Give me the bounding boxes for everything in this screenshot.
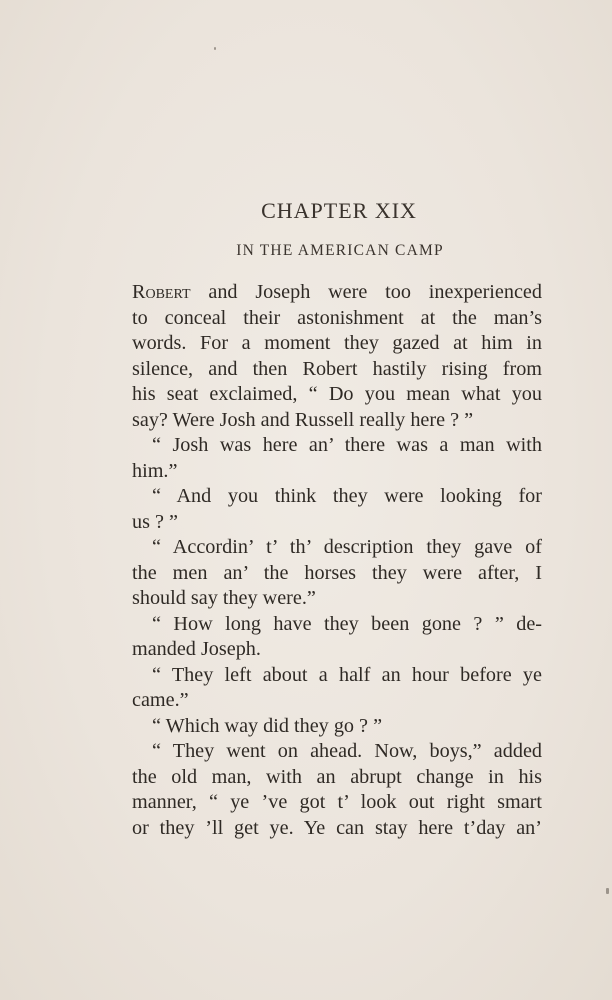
text-line: manner, “ ye ’ve got t’ look out right smart (132, 791, 542, 813)
text-line (132, 280, 542, 306)
text-line: “ They went on ahead. Now, boys,” added (152, 740, 542, 762)
text-line: “ How long have they been gone ? ” de- (152, 612, 542, 635)
text-line: “ Which way did they go ? ” (152, 714, 383, 737)
text-line: silence, and then Robert hastily rising from (132, 357, 542, 380)
text-line: to conceal their astonishment at the man’s (132, 306, 542, 329)
paper-speck (214, 47, 216, 50)
text-line: “ They left about a half an hour before ye (152, 663, 542, 686)
text-line: his seat exclaimed, “ Do you mean what you (132, 383, 542, 405)
text-line: “ And you think they were looking for (152, 485, 542, 507)
text-line: us ? ” (132, 510, 178, 533)
text-line: words. For a moment they gazed at him in (132, 332, 542, 354)
text-line: him.” (132, 459, 178, 482)
text-line: say? Were Josh and Russell really here ? ” (132, 408, 474, 431)
text-line: the men an’ the horses they were after, I (132, 561, 542, 584)
text-line: manded Joseph. (132, 638, 261, 660)
text-line: came.” (132, 689, 189, 711)
chapter-title: CHAPTER XIX (261, 198, 417, 223)
smallcaps-word: obert (145, 281, 191, 303)
paper-speck (606, 888, 609, 894)
line-rest: and Joseph were too inexperienced (190, 281, 542, 303)
text-line: or they ’ll get ye. Ye can stay here t’day an’ (132, 816, 542, 839)
text-line: “ Josh was here an’ there was a man with (152, 434, 542, 456)
chapter-subtitle: IN THE AMERICAN CAMP (236, 242, 444, 259)
text-line: the old man, with an abrupt change in his (132, 765, 542, 788)
drop-letter: R (132, 281, 146, 303)
text-line: should say they were.” (132, 587, 316, 609)
body-text (132, 280, 542, 841)
text-line: “ Accordin’ t’ th’ description they gave of (152, 536, 542, 558)
